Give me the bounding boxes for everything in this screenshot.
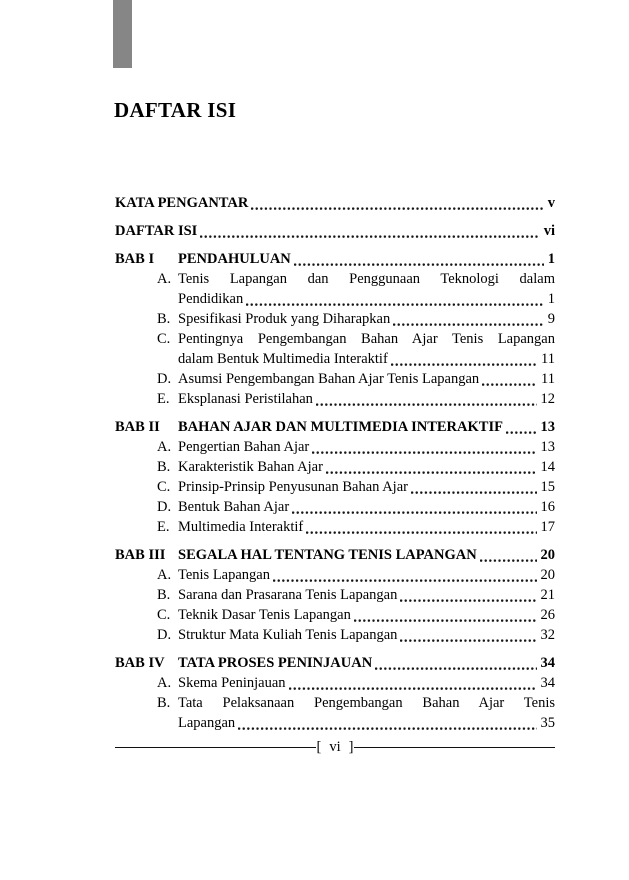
page-number: 1 bbox=[547, 291, 555, 307]
toc-entry bbox=[115, 193, 555, 213]
item-letter: C. bbox=[157, 607, 171, 623]
dot-leader bbox=[397, 585, 538, 605]
toc-entry bbox=[115, 693, 555, 733]
item-letter: C. bbox=[157, 331, 171, 347]
entry-text: Lapangan bbox=[178, 715, 236, 731]
footer-page-indicator bbox=[316, 737, 355, 757]
dot-leader bbox=[286, 673, 539, 693]
page-number: 34 bbox=[540, 655, 555, 671]
entry-text: Sarana dan Prasarana Tenis Lapangan bbox=[178, 587, 398, 603]
footer-bracket-left: [ bbox=[316, 739, 322, 755]
page-number: vi bbox=[543, 223, 555, 239]
toc-entry bbox=[115, 545, 555, 565]
entry-line bbox=[178, 673, 555, 693]
entry-lines bbox=[178, 653, 555, 673]
toc-entry bbox=[115, 673, 555, 693]
entry-lines bbox=[178, 517, 555, 537]
entry-lines bbox=[178, 369, 555, 389]
entry-line bbox=[115, 221, 555, 241]
dot-leader bbox=[303, 517, 538, 537]
dot-leader bbox=[479, 369, 539, 389]
page-number: 32 bbox=[540, 627, 555, 643]
page-number: 21 bbox=[540, 587, 555, 603]
entry-lines bbox=[115, 221, 555, 241]
entry-lines bbox=[178, 693, 555, 733]
item-letter: B. bbox=[157, 459, 171, 475]
entry-text: SEGALA HAL TENTANG TENIS LAPANGAN bbox=[178, 547, 477, 563]
page-number: 15 bbox=[540, 479, 555, 495]
dot-leader bbox=[503, 417, 539, 437]
toc-entry bbox=[115, 437, 555, 457]
item-letter: D. bbox=[157, 371, 172, 387]
entry-line bbox=[178, 693, 555, 713]
dot-leader bbox=[372, 653, 538, 673]
entry-line bbox=[178, 653, 555, 673]
toc-entry bbox=[115, 585, 555, 605]
entry-text: Struktur Mata Kuliah Tenis Lapangan bbox=[178, 627, 398, 643]
entry-line bbox=[115, 193, 555, 213]
page-number: 13 bbox=[540, 419, 555, 435]
entry-line bbox=[178, 457, 555, 477]
entry-line bbox=[178, 369, 555, 389]
dot-leader bbox=[477, 545, 539, 565]
page-number: 11 bbox=[541, 351, 555, 367]
entry-line bbox=[178, 517, 555, 537]
entry-lines bbox=[178, 269, 555, 309]
entry-line bbox=[178, 249, 555, 269]
dot-leader bbox=[408, 477, 539, 497]
entry-text: Asumsi Pengembangan Bahan Ajar Tenis Lapangan bbox=[178, 371, 480, 387]
entry-line bbox=[178, 437, 555, 457]
dot-leader bbox=[313, 389, 539, 409]
page-number: 1 bbox=[547, 251, 555, 267]
entry-lines bbox=[178, 625, 555, 645]
chapter-label: BAB IV bbox=[115, 655, 165, 671]
entry-line bbox=[178, 269, 555, 289]
page-number: 35 bbox=[540, 715, 555, 731]
item-letter: B. bbox=[157, 311, 171, 327]
page-number: v bbox=[547, 195, 555, 211]
dot-leader bbox=[248, 193, 545, 213]
toc-entry bbox=[115, 605, 555, 625]
page-number: 20 bbox=[540, 567, 555, 583]
entry-lines bbox=[178, 605, 555, 625]
page-number: 17 bbox=[540, 519, 555, 535]
toc-entry bbox=[115, 497, 555, 517]
page-number: 34 bbox=[540, 675, 555, 691]
entry-lines bbox=[178, 673, 555, 693]
entry-text: BAHAN AJAR DAN MULTIMEDIA INTERAKTIF bbox=[178, 419, 503, 435]
corner-bar-decoration bbox=[113, 0, 132, 68]
page-number: 16 bbox=[540, 499, 555, 515]
page-number: 20 bbox=[540, 547, 555, 563]
item-letter: C. bbox=[157, 479, 171, 495]
item-letter: D. bbox=[157, 499, 172, 515]
dot-leader bbox=[390, 309, 546, 329]
entry-text: dalam Bentuk Multimedia Interaktif bbox=[178, 351, 388, 367]
entry-line bbox=[178, 309, 555, 329]
toc-entry bbox=[115, 457, 555, 477]
dot-leader bbox=[235, 713, 538, 733]
entry-lines bbox=[178, 437, 555, 457]
entry-text: Karakteristik Bahan Ajar bbox=[178, 459, 323, 475]
entry-line bbox=[178, 497, 555, 517]
entry-lines bbox=[178, 497, 555, 517]
toc-entry bbox=[115, 477, 555, 497]
footer-rule-left bbox=[115, 747, 316, 748]
entry-text: PENDAHULUAN bbox=[178, 251, 291, 267]
dot-leader bbox=[309, 437, 538, 457]
entry-lines bbox=[178, 329, 555, 369]
dot-leader bbox=[243, 289, 546, 309]
toc-entry bbox=[115, 369, 555, 389]
entry-line bbox=[178, 477, 555, 497]
chapter-label: BAB III bbox=[115, 547, 166, 563]
dot-leader bbox=[289, 497, 538, 517]
entry-text: Pentingnya Pengembangan Bahan Ajar Tenis Lapangan bbox=[178, 331, 555, 347]
item-letter: A. bbox=[157, 567, 172, 583]
entry-line bbox=[178, 565, 555, 585]
entry-line bbox=[178, 605, 555, 625]
toc-entry bbox=[115, 517, 555, 537]
item-letter: E. bbox=[157, 391, 170, 407]
entry-line bbox=[178, 585, 555, 605]
entry-text: Prinsip-Prinsip Penyusunan Bahan Ajar bbox=[178, 479, 408, 495]
entry-text: Eksplanasi Peristilahan bbox=[178, 391, 313, 407]
entry-lines bbox=[178, 249, 555, 269]
entry-text: Multimedia Interaktif bbox=[178, 519, 304, 535]
entry-text: Tenis Lapangan dan Penggunaan Teknologi dalam bbox=[178, 271, 555, 287]
toc-entry bbox=[115, 417, 555, 437]
dot-leader bbox=[397, 625, 538, 645]
entry-line bbox=[178, 289, 555, 309]
entry-text: Pendidikan bbox=[178, 291, 244, 307]
entry-text: Tenis Lapangan bbox=[178, 567, 270, 583]
dot-leader bbox=[323, 457, 539, 477]
entry-text: Bentuk Bahan Ajar bbox=[178, 499, 290, 515]
entry-text: Tata Pelaksanaan Pengembangan Bahan Ajar Tenis bbox=[178, 695, 555, 711]
item-letter: E. bbox=[157, 519, 170, 535]
page-number: 11 bbox=[541, 371, 555, 387]
page-number: 14 bbox=[540, 459, 555, 475]
toc-entry bbox=[115, 565, 555, 585]
entry-line bbox=[178, 349, 555, 369]
item-letter: A. bbox=[157, 675, 172, 691]
toc-entry bbox=[115, 309, 555, 329]
toc-list bbox=[115, 193, 555, 733]
entry-text: Spesifikasi Produk yang Diharapkan bbox=[178, 311, 391, 327]
dot-leader bbox=[291, 249, 546, 269]
toc-entry bbox=[115, 329, 555, 369]
dot-leader bbox=[270, 565, 539, 585]
entry-text: Pengertian Bahan Ajar bbox=[178, 439, 310, 455]
entry-lines bbox=[178, 309, 555, 329]
entry-lines bbox=[178, 545, 555, 565]
entry-line bbox=[178, 713, 555, 733]
entry-lines bbox=[178, 417, 555, 437]
item-letter: B. bbox=[157, 587, 171, 603]
entry-lines bbox=[115, 193, 555, 213]
dot-leader bbox=[388, 349, 539, 369]
page-number: 9 bbox=[547, 311, 555, 327]
toc-entry bbox=[115, 249, 555, 269]
dot-leader bbox=[197, 221, 541, 241]
item-letter: A. bbox=[157, 439, 172, 455]
footer-bracket-right: ] bbox=[348, 739, 354, 755]
entry-lines bbox=[178, 585, 555, 605]
entry-text: DAFTAR ISI bbox=[115, 223, 198, 239]
entry-lines bbox=[178, 457, 555, 477]
entry-line bbox=[178, 625, 555, 645]
entry-text: TATA PROSES PENINJAUAN bbox=[178, 655, 373, 671]
page-number: 12 bbox=[540, 391, 555, 407]
item-letter: B. bbox=[157, 695, 171, 711]
entry-lines bbox=[178, 565, 555, 585]
entry-text: Teknik Dasar Tenis Lapangan bbox=[178, 607, 351, 623]
toc-entry bbox=[115, 653, 555, 673]
page-number: 13 bbox=[540, 439, 555, 455]
page-number: 26 bbox=[540, 607, 555, 623]
toc-entry bbox=[115, 269, 555, 309]
entry-line bbox=[178, 545, 555, 565]
entry-lines bbox=[178, 477, 555, 497]
item-letter: A. bbox=[157, 271, 172, 287]
footer-rule-right bbox=[354, 747, 555, 748]
dot-leader bbox=[351, 605, 539, 625]
toc-entry bbox=[115, 221, 555, 241]
page-footer bbox=[115, 737, 555, 757]
chapter-label: BAB II bbox=[115, 419, 160, 435]
entry-lines bbox=[178, 389, 555, 409]
toc-entry bbox=[115, 389, 555, 409]
footer-page-number: vi bbox=[329, 739, 341, 755]
entry-text: Skema Peninjauan bbox=[178, 675, 286, 691]
entry-text: KATA PENGANTAR bbox=[115, 195, 249, 211]
entry-line bbox=[178, 417, 555, 437]
chapter-label: BAB I bbox=[115, 251, 155, 267]
item-letter: D. bbox=[157, 627, 172, 643]
page-title: DAFTAR ISI bbox=[114, 98, 237, 123]
entry-line bbox=[178, 329, 555, 349]
entry-line bbox=[178, 389, 555, 409]
toc-entry bbox=[115, 625, 555, 645]
